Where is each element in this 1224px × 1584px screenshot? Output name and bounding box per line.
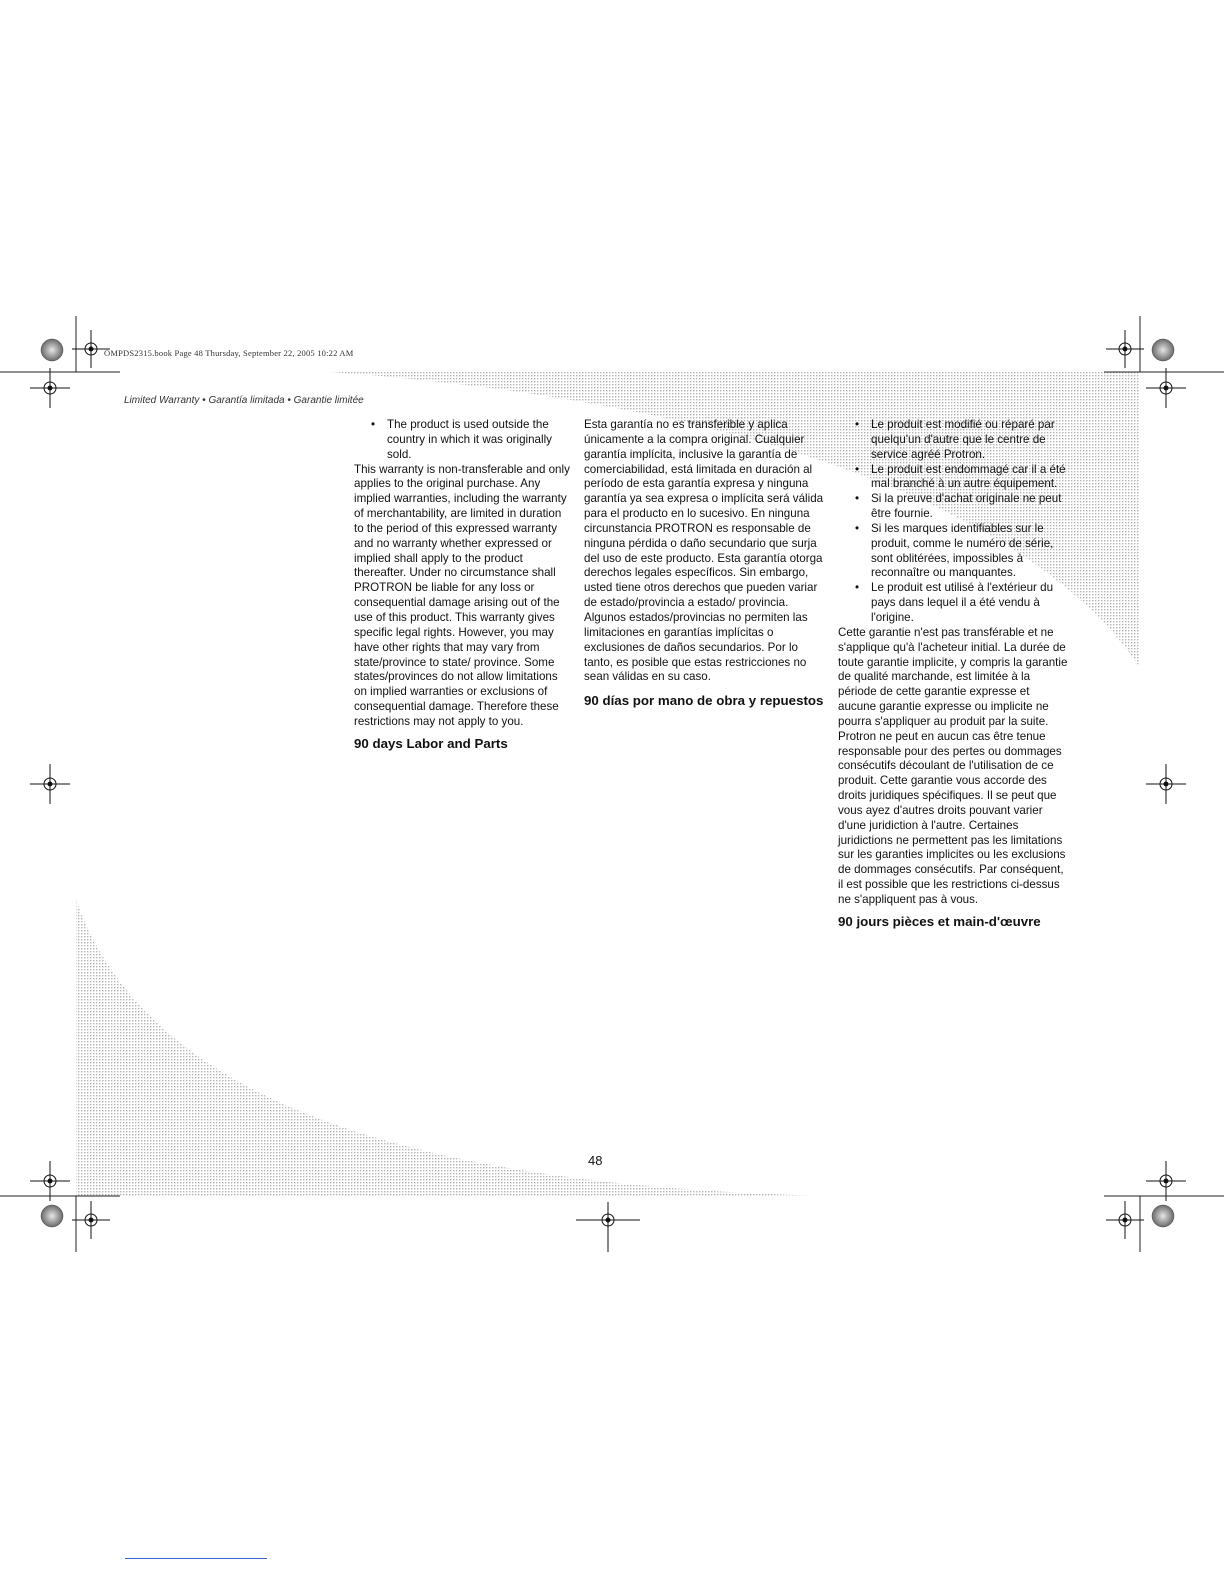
list-item: • The product is used outside the country in which it was originally sold. xyxy=(354,418,572,463)
french-bullet-list xyxy=(838,418,1070,626)
french-paragraph: Cette garantie n'est pas transférable et ne s'applique qu'à l'acheteur initial. La durée de toute garantie implicite, y compris la garantie de qualité marchande, est limitée à la période de cette garantie expresse et aucune garantie expresse ou implicite ne pourra s'appliquer au produit par la suite. Protron ne peut en aucun cas être tenue responsable pour des pertes ou dommages consécutifs découlant de l'utilisation de ce produit. Cette garantie vous accorde des droits juridiques spécifiques. Il se peut que vous ayez d'autres droits pouvant varier d'une juridiction à l'autre. Certaines juridictions ne permettent pas les limitations sur les garanties implicites ou les exclusions de dommages consécutifs. Par conséquent, il est possible que les restrictions ci-dessus ne s'appliquent pas à vous. xyxy=(838,625,1068,906)
english-column xyxy=(354,418,572,752)
english-heading: 90 days Labor and Parts xyxy=(354,735,508,751)
french-column xyxy=(838,418,1070,930)
page-number: 48 xyxy=(588,1153,603,1168)
divider xyxy=(125,1558,267,1559)
list-item: • Si la preuve d'achat originale ne peut être fournie. xyxy=(838,492,1070,522)
french-heading: 90 jours pièces et main-d'œuvre xyxy=(838,913,1041,929)
spanish-paragraph: Esta garantía no es transferible y aplica únicamente a la compra original. Cualquier garantía implícita, inclusive la garantía de comerciabilidad, está limitada en duración al período de esta garantía expresa y ninguna garantía ya sea expresa o implícita será válida para el producto en lo sucesivo. En ninguna circunstancia PROTRON es responsable de ninguna pérdida o daño secundario que surja del uso de este producto. Esta garantía otorga derechos legales específicos. Sin embargo, usted tiene otros derechos que pueden variar de estado/provincia a estado/ provincia. Algunos estados/provincias no permiten las limitaciones en garantías implícitas o exclusiones de daños secundarios. Por lo tanto, es posible que estas restricciones no sean válidas en su caso. xyxy=(584,418,824,684)
list-item: • Le produit est utilisé à l'extérieur du pays dans lequel il a été vendu à l'origine. xyxy=(838,581,1070,626)
spanish-column xyxy=(584,418,826,709)
print-slug: OMPDS2315.book Page 48 Thursday, September 22, 2005 10:22 AM xyxy=(104,348,354,358)
spanish-heading: 90 días por mano de obra y repuestos xyxy=(584,693,824,709)
english-bullet-list xyxy=(354,418,572,463)
bottom-left-swoosh xyxy=(76,900,830,1196)
running-header: Limited Warranty • Garantía limitada • Garantie limitée xyxy=(124,395,364,406)
list-item: • Le produit est modifié ou réparé par quelqu'un d'autre que le centre de service agréé Protron. xyxy=(838,418,1070,463)
list-item: • Si les marques identifiables sur le produit, comme le numéro de série, sont oblitérées, impossibles à reconnaître ou manquantes. xyxy=(838,522,1070,581)
english-paragraph: This warranty is non-transferable and only applies to the original purchase. Any implied warranties, including the warranty of merchantability, are limited in duration to the period of this expressed warranty and no warranty whether expressed or implied shall apply to the product thereafter. Under no circumstance shall PROTRON be liable for any loss or consequential damage arising out of the use of this product. This warranty gives specific legal rights. However, you may have other rights that may vary from state/province to state/ province. Some states/provinces do not allow limitations on implied warranties or exclusions of consequential damage. Therefore these restrictions may not apply to you. xyxy=(354,462,570,728)
list-item: • Le produit est endommagé car il a été mal branché à un autre équipement. xyxy=(838,463,1070,493)
